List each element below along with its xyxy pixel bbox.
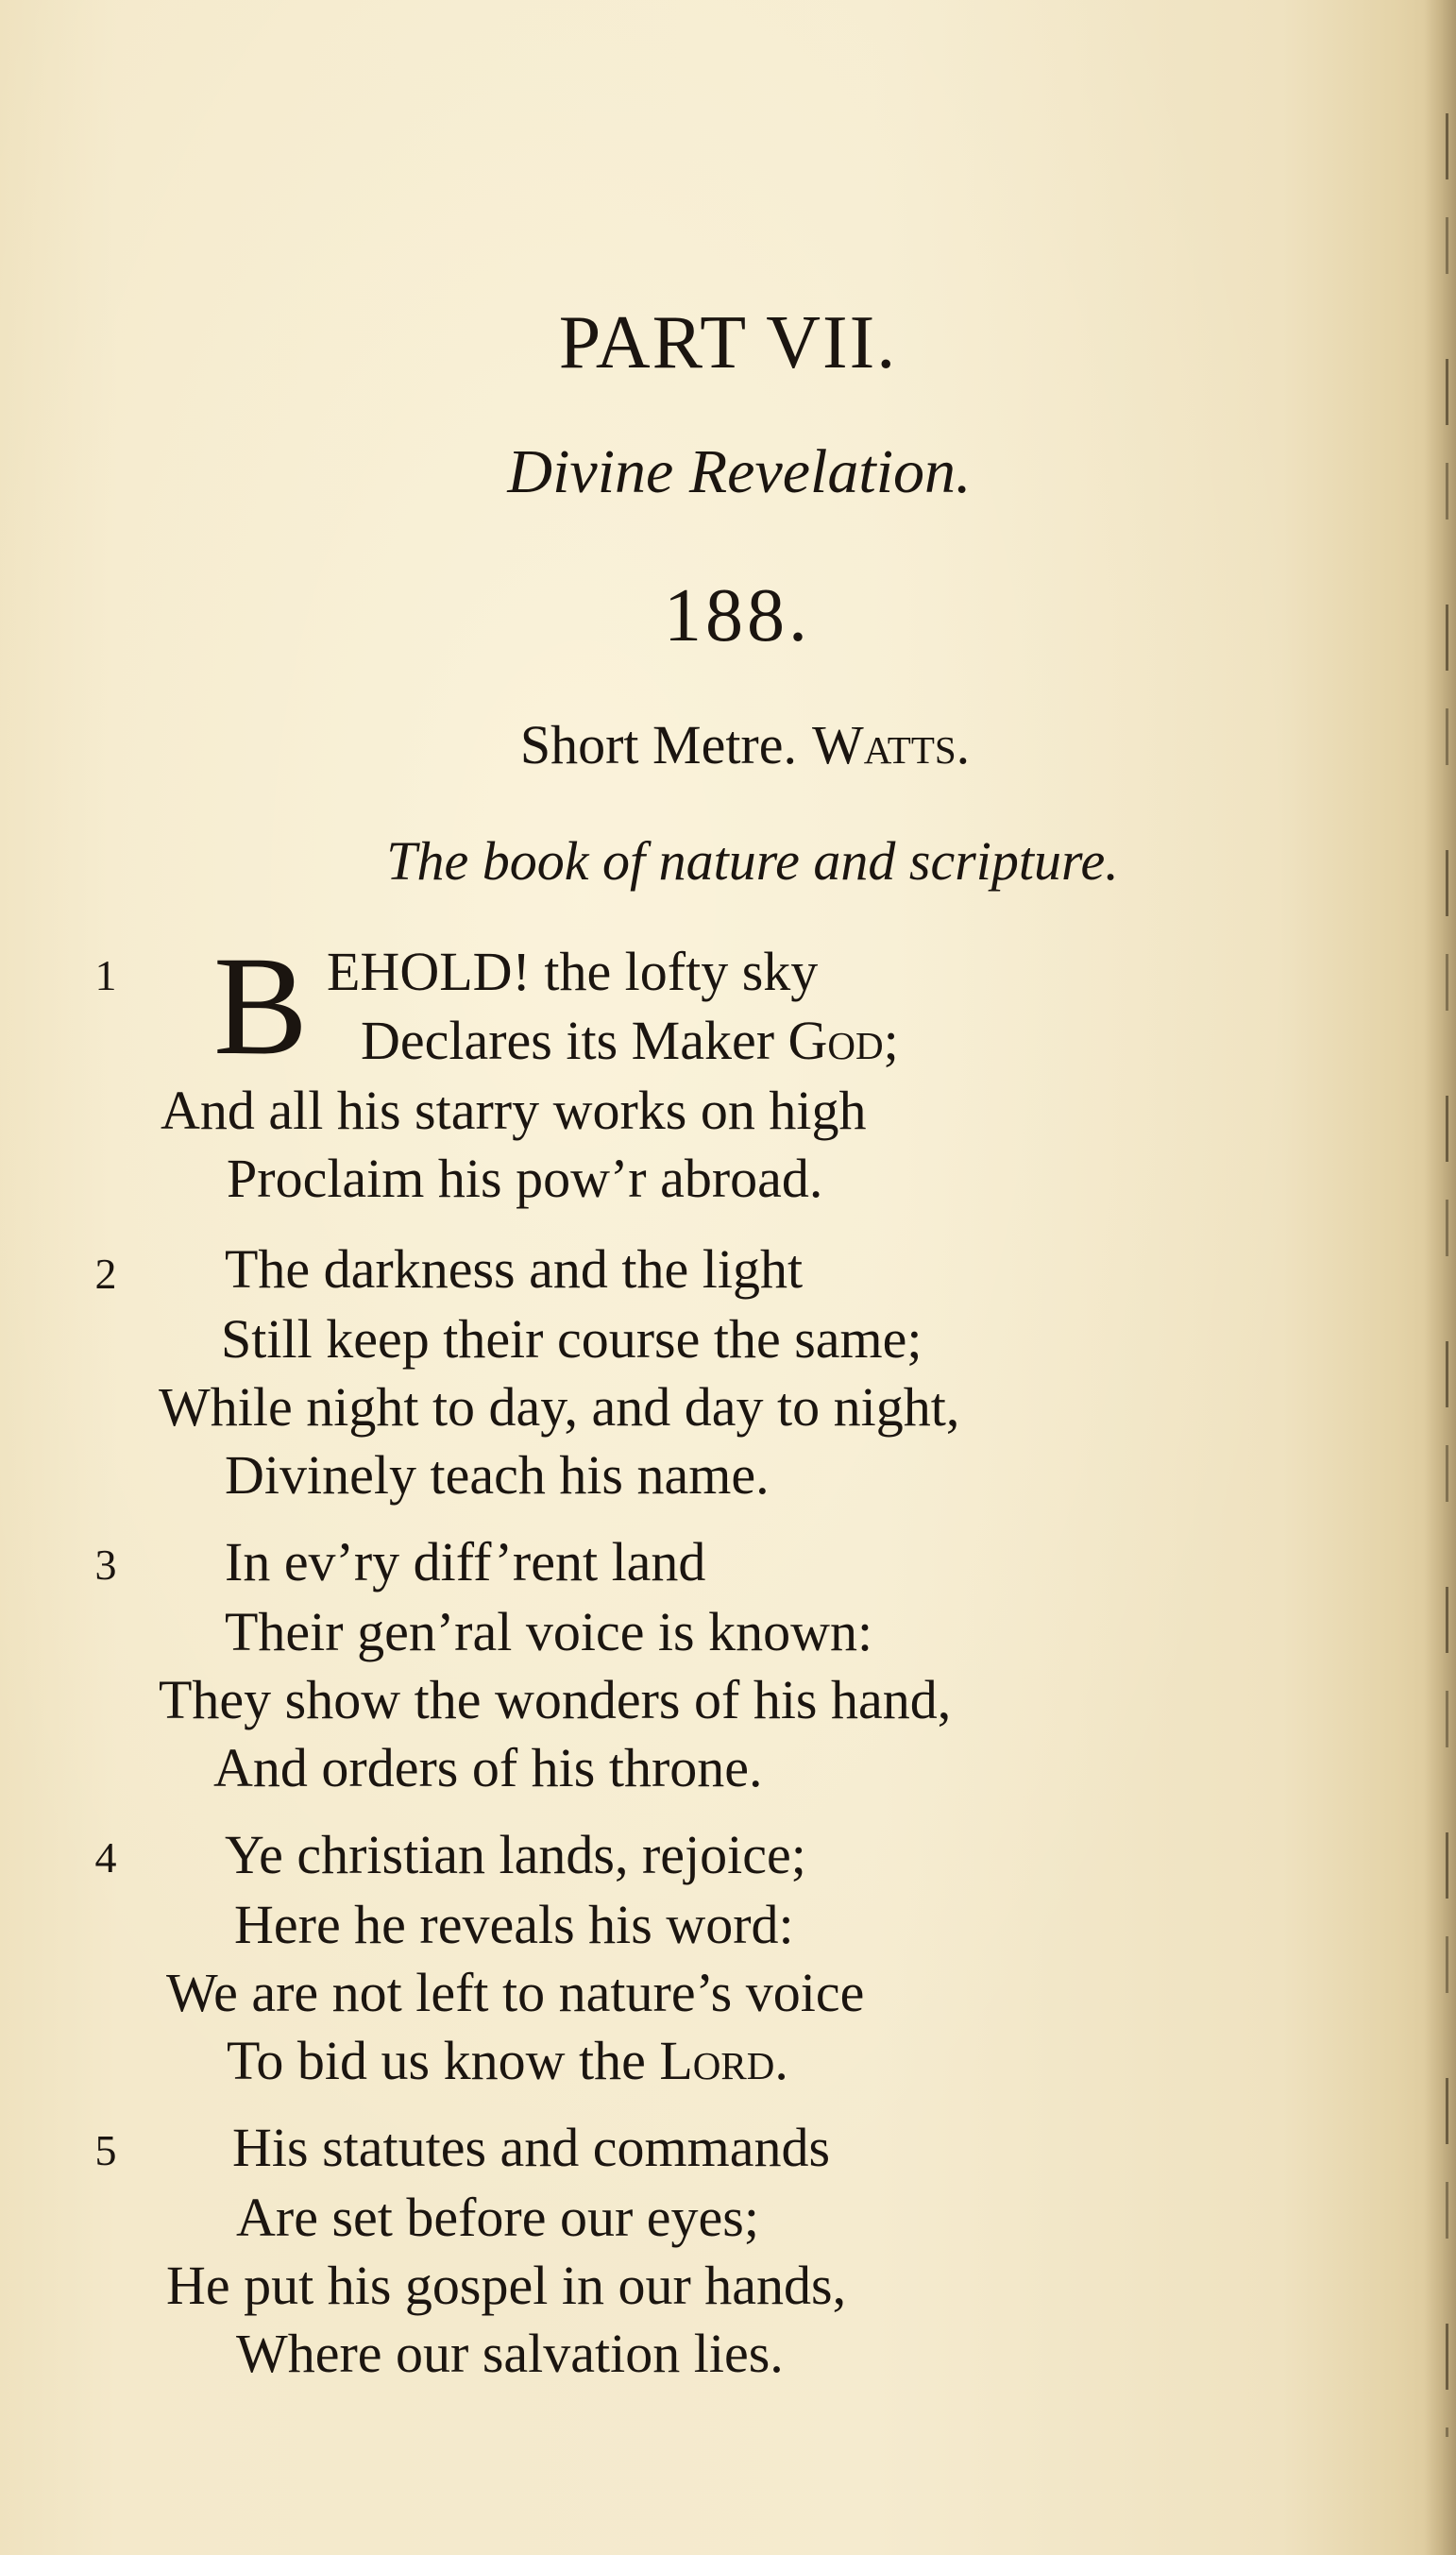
verse-line: His statutes and commands [232, 2117, 831, 2178]
stanza-number: 5 [94, 2126, 117, 2174]
drop-cap: B [213, 928, 309, 1084]
verse-line: Where our salvation lies. [236, 2323, 784, 2384]
stanza-number: 2 [94, 1250, 117, 1298]
verse-line: They show the wonders of his hand, [159, 1669, 952, 1730]
stanza-number: 4 [94, 1833, 117, 1882]
verse-line: Proclaim his pow’r abroad. [227, 1148, 823, 1209]
hymn-subject: The book of nature and scripture. [386, 830, 1119, 892]
verse-line: To bid us know the Lord. [227, 2030, 788, 2091]
meter-label: Short Metre. [519, 714, 797, 775]
verse-line: While night to day, and day to night, [159, 1376, 960, 1438]
verse-line: In ev’ry diff’rent land [225, 1531, 706, 1593]
verse-line: Declares its Maker God; [361, 1010, 899, 1071]
verse-line: Here he reveals his word: [234, 1894, 794, 1955]
verse-line: We are not left to nature’s voice [166, 1962, 865, 2023]
verse-line: Divinely teach his name. [225, 1444, 770, 1506]
verse-line: And all his starry works on high [161, 1080, 867, 1141]
stanza-number: 3 [94, 1541, 117, 1589]
verse-line: Are set before our eyes; [236, 2187, 759, 2248]
stanza-number: 1 [94, 951, 117, 999]
verse-line: He put his gospel in our hands, [166, 2255, 847, 2316]
verse-line: Their gen’ral voice is known: [225, 1601, 873, 1662]
verse-line: Ye christian lands, rejoice; [225, 1824, 806, 1885]
verse-line: EHOLD! the lofty sky [327, 941, 819, 1002]
verse-line: The darkness and the light [225, 1238, 804, 1300]
meter-author-line [17, 713, 1456, 776]
verse-line: Still keep their course the same; [221, 1308, 923, 1370]
hymn-number: 188. [664, 574, 811, 657]
part-heading: PART VII. [558, 301, 898, 384]
verse-line: And orders of his throne. [213, 1737, 763, 1798]
section-heading: Divine Revelation. [507, 437, 972, 506]
author-name: Watts. [811, 714, 971, 775]
